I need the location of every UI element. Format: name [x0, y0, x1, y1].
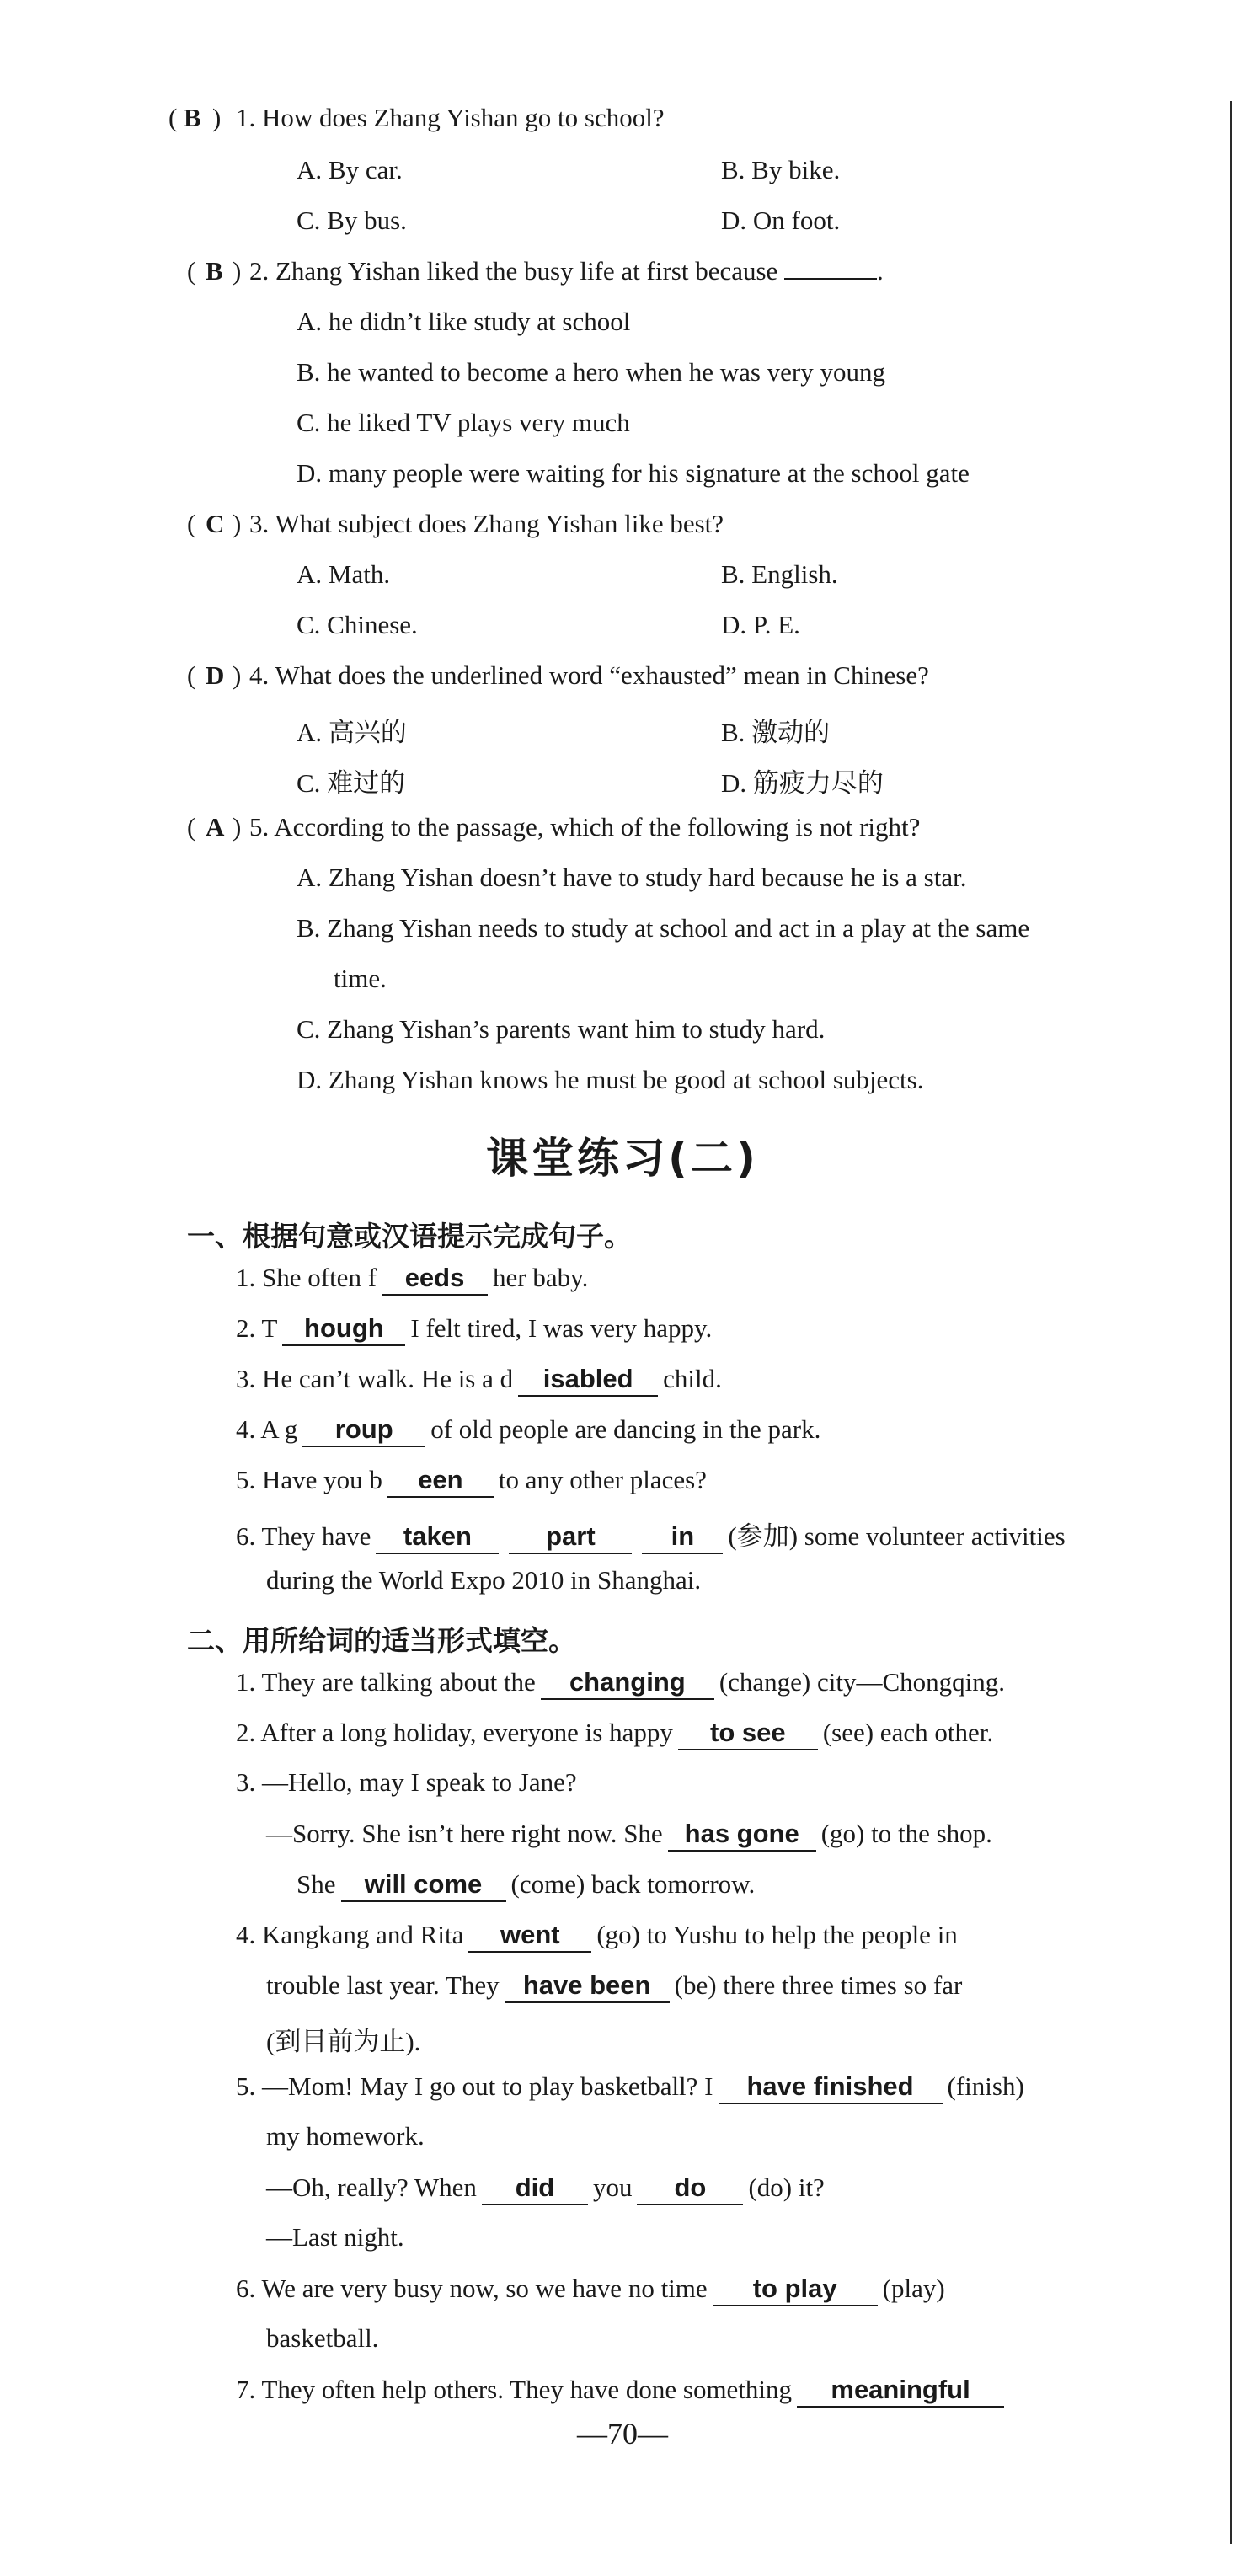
question-stem: 5. According to the passage, which of the following is not right? — [249, 812, 921, 842]
part-2-heading: 二、用所给词的适当形式填空。 — [187, 1624, 576, 1657]
answer-fill: went — [468, 1919, 591, 1953]
option-b: B. By bike. — [721, 155, 841, 184]
answer-fill: eeds — [382, 1262, 488, 1296]
answer-fill: have been — [505, 1969, 670, 2003]
part2-item-6: 6. We are very busy now, so we have no time to play (play) — [236, 2273, 945, 2306]
answer-fill: to play — [713, 2273, 878, 2306]
answer-fill: will come — [341, 1868, 506, 1902]
option-b-continued: time. — [334, 964, 387, 993]
answer-fill: do — [637, 2172, 743, 2205]
answer-fill: hough — [282, 1312, 405, 1346]
part2-item-1: 1. They are talking about the changing (change) city—Chongqing. — [236, 1666, 1005, 1700]
option-b: B. English. — [721, 559, 838, 589]
answer-fill: een — [387, 1464, 494, 1498]
question-stem: 3. What subject does Zhang Yishan like best? — [249, 509, 724, 538]
option-a: A. Zhang Yishan doesn’t have to study hard because he is a star. — [297, 863, 967, 892]
part2-item-7: 7. They often help others. They have done something meaningful — [236, 2374, 1009, 2408]
part1-item-6-continued: during the World Expo 2010 in Shanghai. — [266, 1565, 702, 1595]
part2-item-3-reply-continued: She will come (come) back tomorrow. — [297, 1868, 755, 1902]
worksheet-page: ( B ) 1. How does Zhang Yishan go to school? A. By car. B. By bike. C. By bus. D. On foot. ( B ) 2. Zhang Yishan liked the busy life at first because . A. he didn’t like study at school B. he wanted to become a hero when he was very young C. he liked TV plays very much D. many people were waiting for his signature at the school gate ( C ) 3. What subject does Zhang Yishan like best? A. Math. B. English. C. Chinese. D. P. E. ( D ) 4. What does the underlined word “exhausted” mean in Chinese? A. 高兴的 B. 激动的 C. 难过的 D. 筋疲力尽的 ( A ) 5. According to the passage, which of the following is not right? A. Zhang Yishan doesn’t have to study hard because he is a star. B. Zhang Yishan needs to study at school and act in a play at the same time. C. Zhang Yishan’s parents want him to study hard. D. Zhang Yishan knows he must be good at school subjects. 课堂练习(二) 一、根据句意或汉语提示完成句子。 1. She often f eeds her baby. 2. T hough I felt tired, I was very happy. 3. He can’t walk. He is a d isabled child. 4. A g roup of old people are dancing in the park. 5. Have you b een to any other places? 6. They have taken part in (参加) some volunteer activities during the World Expo 2010 in Shanghai. 二、用所给词的适当形式填空。 1. They are talking about the changing (change) city—Chongqing. 2. After a long holiday, everyone is happy to see (see) each other. 3. —Hello, may I speak to Jane? —Sorry. She isn’t here right now. She has gone (go) to the shop. She will come (come) back tomorrow. 4. Kangkang and Rita went (go) to Yushu to help the people in trouble last year. They have been (be) there three times so far (到目前为止). 5. —Mom! May I go out to play basketball? I have finished (finish) my homework. —Oh, really? When did you do (do) it? —Last night. 6. We are very busy now, so we have no time to play (play) basketball. 7. They often help others. They have done something meaningful —70— — [0, 0, 1245, 2576]
option-c: C. he liked TV plays very much — [297, 408, 630, 437]
answer-fill: isabled — [518, 1363, 658, 1397]
part1-item-6: 6. They have taken part in (参加) some volunteer activities — [236, 1515, 1066, 1554]
question-stem: 2. Zhang Yishan liked the busy life at first because . — [249, 256, 884, 286]
part2-item-5-answer: —Last night. — [266, 2222, 404, 2252]
part2-item-5: 5. —Mom! May I go out to play basketball? I have finished (finish) — [236, 2071, 1024, 2104]
option-d: D. On foot. — [721, 206, 841, 235]
part2-item-4-note: (到目前为止). — [266, 2027, 421, 2056]
section-title: 课堂练习(二) — [486, 1134, 759, 1183]
option-d: D. Zhang Yishan knows he must be good at school subjects. — [297, 1065, 924, 1094]
option-c: C. By bus. — [297, 206, 407, 235]
part-1-heading: 一、根据句意或汉语提示完成句子。 — [187, 1220, 632, 1253]
option-d: D. P. E. — [721, 610, 800, 639]
option-a: A. By car. — [297, 155, 403, 184]
right-margin-rule — [1230, 101, 1232, 2544]
answer-letter: B — [184, 103, 201, 132]
option-a: A. he didn’t like study at school — [297, 307, 631, 336]
part2-item-3-reply: —Sorry. She isn’t here right now. She has gone (go) to the shop. — [266, 1818, 992, 1852]
part2-item-2: 2. After a long holiday, everyone is happy to see (see) each other. — [236, 1717, 993, 1750]
part2-item-4-continued: trouble last year. They have been (be) there three times so far — [266, 1969, 962, 2003]
answer-fill: did — [482, 2172, 588, 2205]
option-d: D. 筋疲力尽的 — [721, 768, 884, 798]
option-b: B. Zhang Yishan needs to study at school and act in a play at the same — [297, 913, 1030, 943]
option-b: B. 激动的 — [721, 718, 831, 747]
answer-fill: roup — [302, 1414, 425, 1447]
option-b: B. he wanted to become a hero when he was very young — [297, 357, 885, 387]
question-stem: 4. What does the underlined word “exhausted” mean in Chinese? — [249, 660, 929, 690]
option-c: C. 难过的 — [297, 768, 406, 798]
answer-fill: has gone — [668, 1818, 816, 1852]
answer-fill: to see — [678, 1717, 818, 1750]
answer-letter: B — [206, 256, 223, 286]
answer-fill: have finished — [719, 2071, 943, 2104]
answer-letter: C — [206, 509, 225, 538]
answer-fill: in — [642, 1520, 723, 1554]
option-d: D. many people were waiting for his signature at the school gate — [297, 458, 970, 488]
option-c: C. Chinese. — [297, 610, 418, 639]
part2-item-4: 4. Kangkang and Rita went (go) to Yushu to help the people in — [236, 1919, 958, 1953]
question-stem: 1. How does Zhang Yishan go to school? — [236, 103, 665, 132]
option-c: C. Zhang Yishan’s parents want him to study hard. — [297, 1014, 826, 1044]
option-a: A. 高兴的 — [297, 718, 407, 747]
answer-letter: A — [206, 812, 225, 842]
answer-fill: part — [509, 1520, 632, 1554]
part1-item-3: 3. He can’t walk. He is a d isabled child. — [236, 1363, 722, 1397]
answer-fill: meaningful — [797, 2374, 1004, 2408]
answer-fill: taken — [376, 1520, 499, 1554]
part1-item-5: 5. Have you b een to any other places? — [236, 1464, 707, 1498]
part1-item-1: 1. She often f eeds her baby. — [236, 1262, 588, 1296]
answer-fill: changing — [541, 1666, 714, 1700]
part2-item-5-continued: my homework. — [266, 2121, 425, 2151]
part2-item-5-reply: —Oh, really? When did you do (do) it? — [266, 2172, 825, 2205]
page-number: —70— — [577, 2417, 668, 2450]
answer-blank — [784, 259, 877, 280]
option-a: A. Math. — [297, 559, 391, 589]
part1-item-2: 2. T hough I felt tired, I was very happy. — [236, 1312, 712, 1346]
part2-item-3: 3. —Hello, may I speak to Jane? — [236, 1767, 577, 1797]
answer-letter: D — [206, 660, 225, 690]
part2-item-6-continued: basketball. — [266, 2323, 379, 2353]
part1-item-4: 4. A g roup of old people are dancing in the park. — [236, 1414, 820, 1447]
